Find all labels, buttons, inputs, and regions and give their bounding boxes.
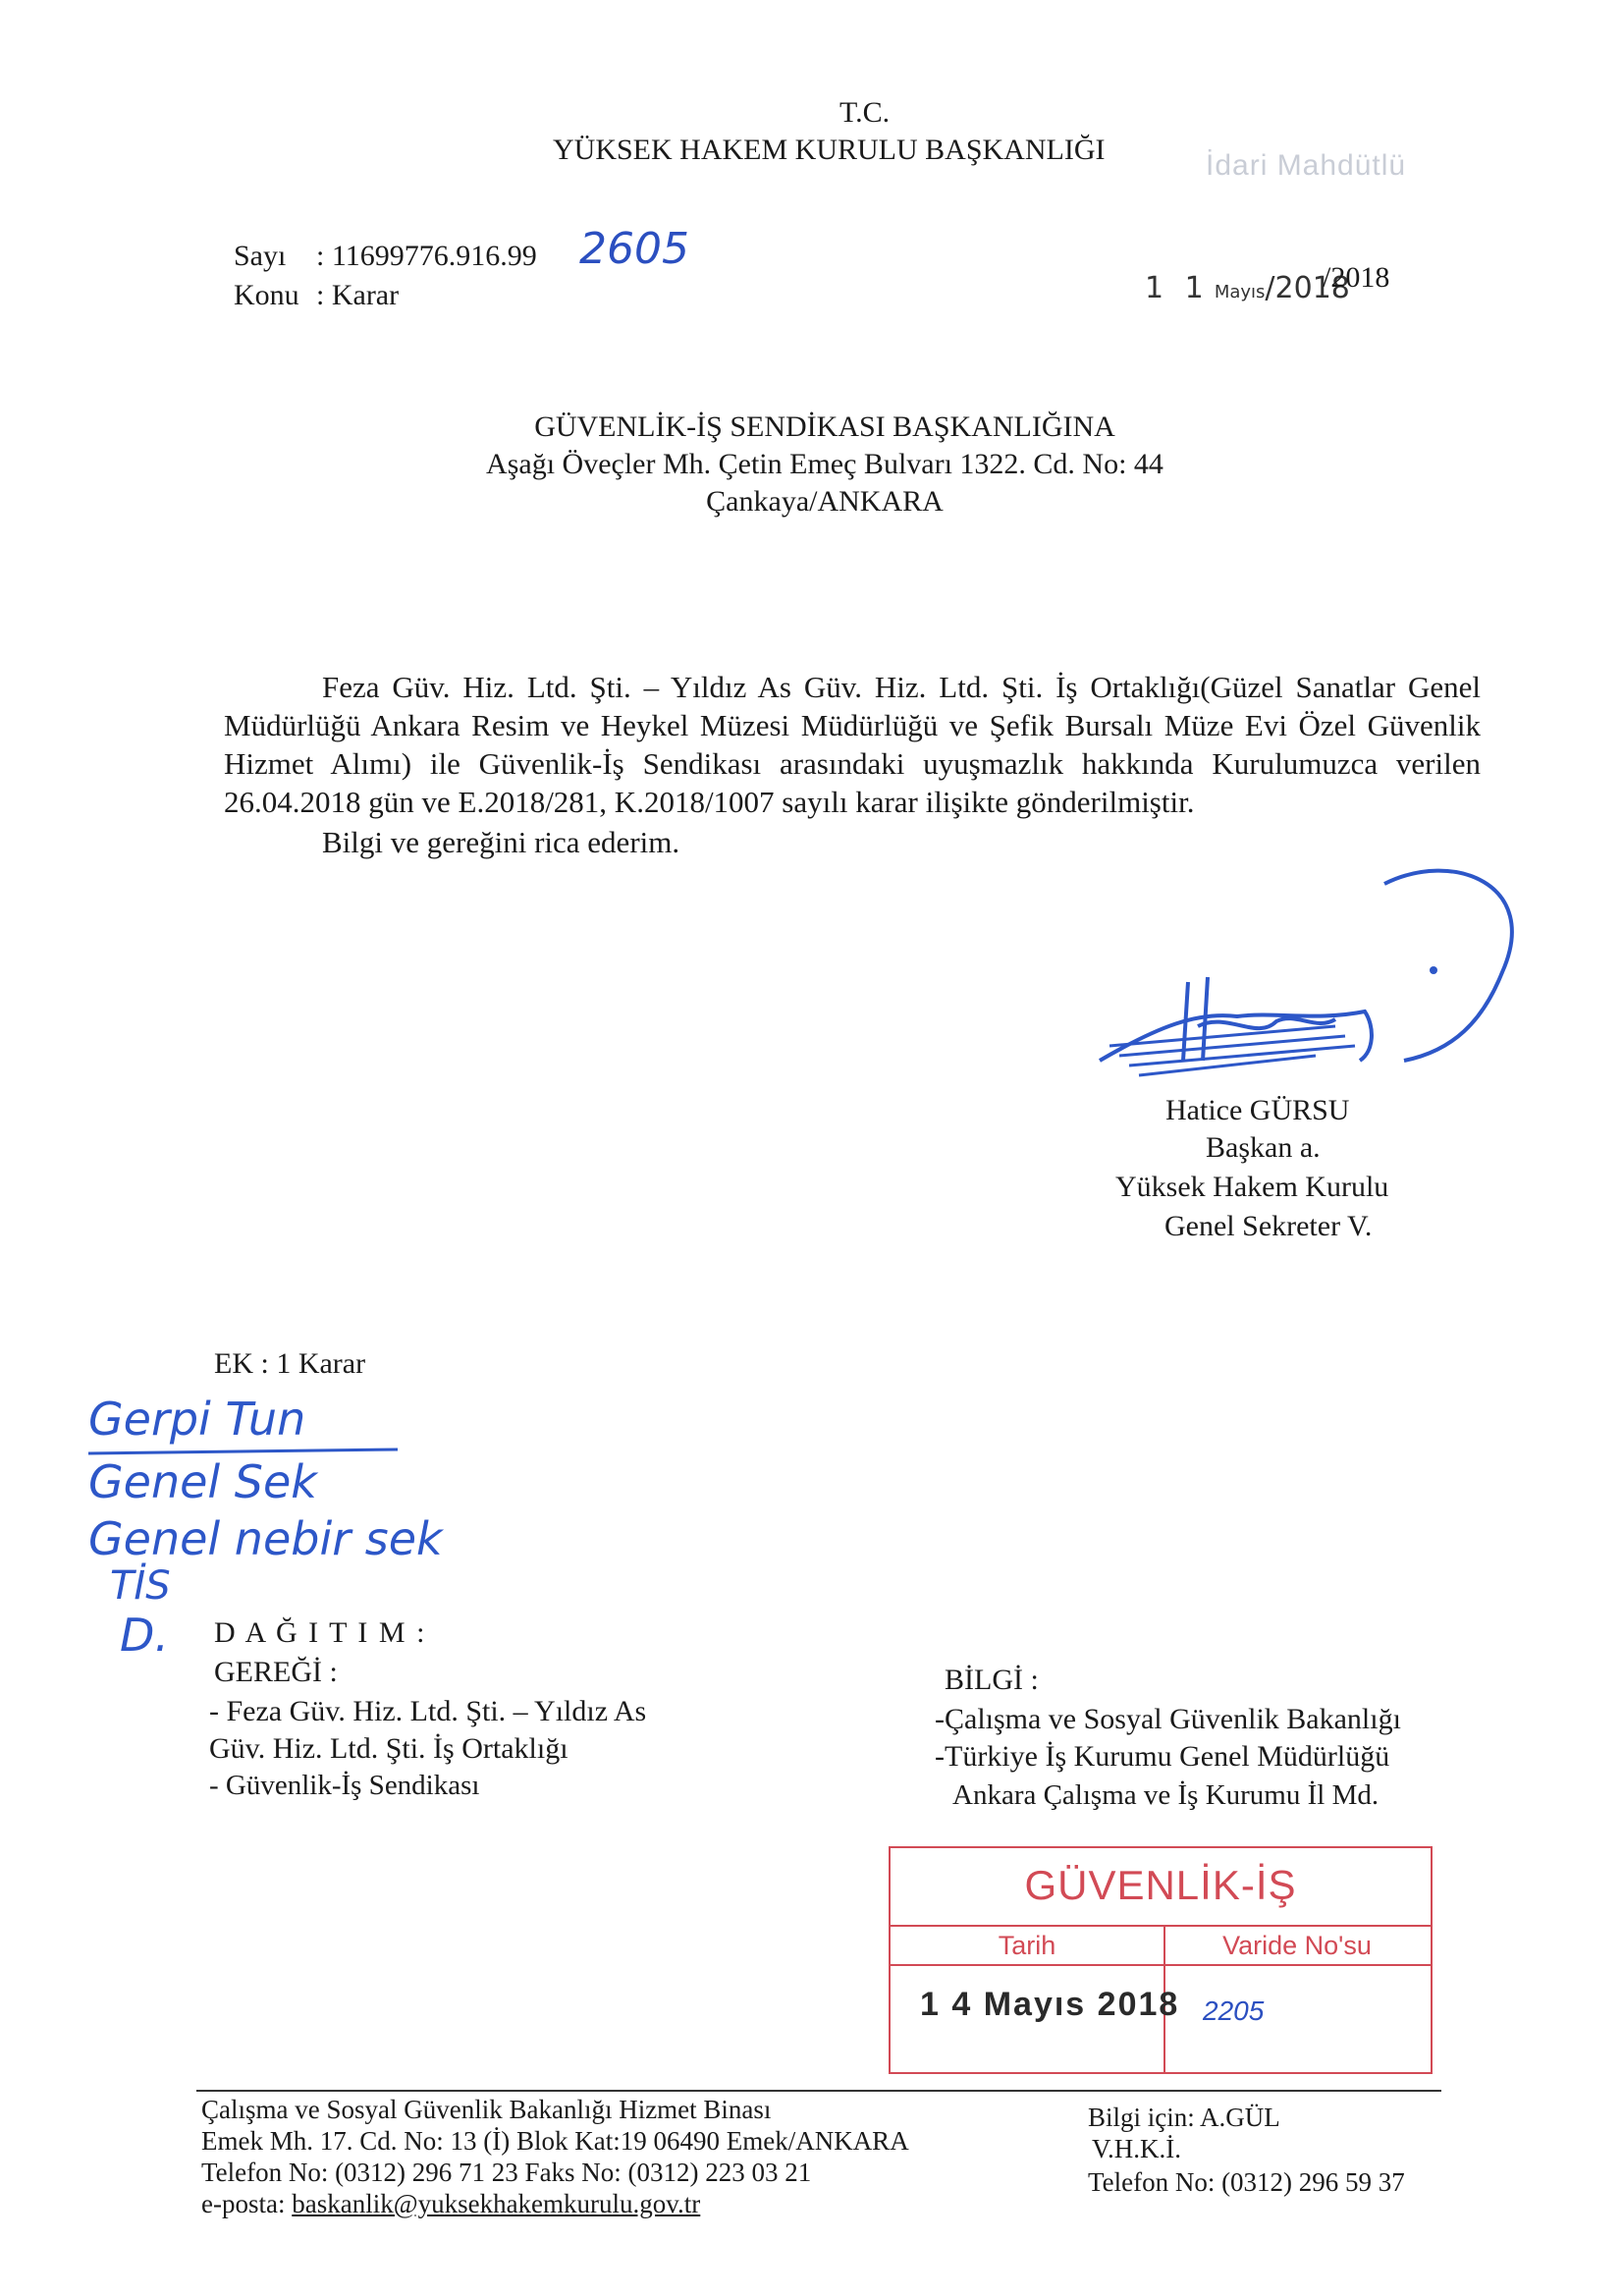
footer-contact-phone: Telefon No: (0312) 296 59 37 [1088,2167,1405,2197]
handwritten-note-5: D. [120,1609,170,1662]
distribution-heading: D A Ğ I T I M : [214,1616,427,1649]
attachment-line: EK : 1 Karar [214,1347,366,1380]
date-suffix: /2018 [1323,261,1390,294]
sayi-label: Sayı [234,240,287,272]
footer-email-label: e-posta: [201,2189,286,2218]
recipient-line-2: Aşağı Öveçler Mh. Çetin Emeç Bulvarı 1322. Cd. No: 44 [486,448,1163,480]
bilgi-item-1: -Çalışma ve Sosyal Güvenlik Bakanlığı [935,1703,1401,1735]
footer-contact-title: V.H.K.İ. [1092,2134,1182,2163]
bilgi-label: BİLGİ : [945,1664,1039,1696]
handwritten-note-2: Genel Sek [88,1455,317,1508]
footer-address-2: Emek Mh. 17. Cd. No: 13 (İ) Blok Kat:19 06490 Emek/ANKARA [201,2126,909,2156]
handwritten-note-4: TİS [110,1563,171,1609]
date-stamp-year: 2018 [1274,271,1350,305]
body-paragraph-1: Feza Güv. Hiz. Ltd. Şti. – Yıldız As Güv. Hiz. Ltd. Şti. İş Ortaklığı(Güzel Sanatlar Genel Müdürlüğü Ankara Resim ve Heykel Müzesi Müdürlüğü ve Şefik Bursalı Müze Evi Özel Güvenlik Hizmet Alımı) ile Güvenlik-İş Sendikası arasındaki uyuşmazlık hakkında Kurulumuzca verilen 26.04.2018 gün ve E.2018/281, K.2018/1007 sayılı karar ilişikte gönderilmiştir. [224,670,1481,819]
recipient-line-1: GÜVENLİK-İŞ SENDİKASI BAŞKANLIĞINA [534,410,1115,443]
header-tc: T.C. [839,96,891,129]
body-paragraph-2: Bilgi ve gereğini rica ederim. [322,825,680,859]
footer-email-link[interactable]: baskanlik@yuksekhakemkurulu.gov.tr [292,2189,701,2218]
received-stamp-number-label: Varide No'su [1222,1931,1372,1960]
bilgi-item-3: Ankara Çalışma ve İş Kurumu İl Md. [952,1779,1380,1811]
footer-contact-label: Bilgi için: A.GÜL [1088,2103,1280,2132]
geregi-label: GEREĞİ : [214,1656,338,1688]
received-stamp-divider [891,1925,1431,1927]
footer-address-1: Çalışma ve Sosyal Güvenlik Bakanlığı Hizmet Binası [201,2095,772,2124]
letter-body [224,668,1481,861]
recipient-line-3: Çankaya/ANKARA [706,485,944,518]
footer-divider [196,2090,1441,2092]
konu-label: Konu [234,279,299,311]
signatory-title-2: Yüksek Hakem Kurulu [1115,1171,1389,1203]
received-stamp-title: GÜVENLİK-İŞ [1024,1862,1297,1908]
date-stamp-day: 1 1 [1145,271,1210,305]
signatory-title-1: Başkan a. [1206,1131,1321,1164]
signature-drawing [1080,854,1532,1100]
handwritten-note-3: Genel nebir sek [88,1512,443,1565]
date-stamp: 1 1 Mayıs/2018 [1145,271,1350,305]
signatory-name: Hatice GÜRSU [1165,1094,1350,1126]
received-stamp-number-value: 2205 [1203,1995,1265,2026]
handwritten-note-1: Gerpi Tun [88,1393,306,1446]
footer-email-line [201,2188,700,2219]
received-stamp-divider-2 [891,1964,1431,1966]
geregi-item-2: Güv. Hiz. Ltd. Şti. İş Ortaklığı [209,1732,568,1765]
received-stamp-date-value: 1 4 Mayıs 2018 [920,1986,1180,2023]
received-stamp [889,1846,1433,2074]
sayi-handwritten-number: 2605 [579,224,689,274]
faded-stamp-text: İdari Mahdütlü [1206,149,1407,182]
received-stamp-date-label: Tarih [998,1931,1056,1960]
footer-phone: Telefon No: (0312) 296 71 23 Faks No: (0312) 223 03 21 [201,2158,812,2187]
geregi-item-3: - Güvenlik-İş Sendikası [209,1770,480,1801]
bilgi-item-2: -Türkiye İş Kurumu Genel Müdürlüğü [935,1740,1390,1773]
date-stamp-month: Mayıs [1214,282,1266,302]
sayi-value: : 11699776.916.99 [316,240,537,272]
konu-value: : Karar [316,279,400,311]
signatory-title-3: Genel Sekreter V. [1164,1210,1373,1242]
geregi-item-1: - Feza Güv. Hiz. Ltd. Şti. – Yıldız As [209,1695,647,1727]
header-institution: YÜKSEK HAKEM KURULU BAŞKANLIĞI [553,134,1106,166]
